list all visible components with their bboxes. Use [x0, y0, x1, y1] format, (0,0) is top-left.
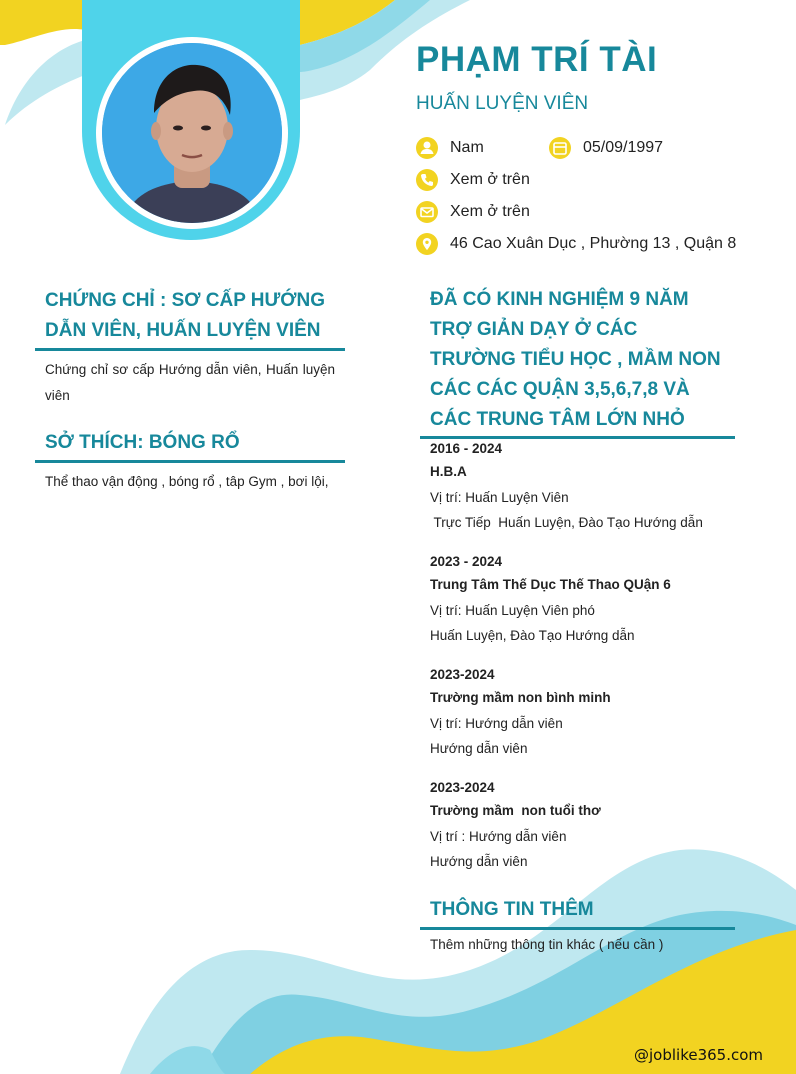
mail-icon — [416, 201, 438, 223]
additional-heading: THÔNG TIN THÊM — [420, 895, 735, 930]
birthdate-value: 05/09/1997 — [583, 139, 664, 156]
hobbies-section — [35, 428, 345, 495]
user-icon — [416, 137, 438, 159]
experience-company: Trường mầm non tuổi thơ — [430, 803, 601, 818]
additional-text: Thêm những thông tin khác ( nếu cần ) — [430, 937, 664, 952]
experience-position: Vị trí: Hướng dẫn viên — [430, 716, 563, 731]
email-value: Xem ở trên — [450, 203, 530, 220]
email-row — [416, 201, 530, 223]
birthdate-row — [549, 137, 663, 159]
experience-item — [430, 777, 730, 874]
certificate-section — [35, 286, 345, 409]
experience-description: Trực Tiếp Huấn Luyện, Đào Tạo Hướng dẫn — [430, 515, 703, 530]
certificate-heading: CHỨNG CHỈ : SƠ CẤP HƯỚNG DẪN VIÊN, HUẤN LUYỆN VIÊN — [35, 286, 345, 351]
experience-period: 2023-2024 — [430, 667, 495, 682]
experience-period: 2023 - 2024 — [430, 554, 503, 569]
experience-item — [430, 438, 730, 535]
certificate-text: Chứng chỉ sơ cấp Hướng dẫn viên, Huấn luyện viên — [45, 362, 335, 403]
experience-period: 2023-2024 — [430, 780, 495, 795]
experience-company: Trung Tâm Thế Dục Thế Thao QUận 6 — [430, 577, 671, 592]
footer-website: @joblike365.com — [634, 1046, 764, 1064]
experience-company: Trường mầm non bình minh — [430, 690, 611, 705]
experience-section — [420, 285, 735, 439]
location-pin-icon — [416, 233, 438, 255]
experience-company: H.B.A — [430, 464, 467, 479]
phone-icon — [416, 169, 438, 191]
candidate-title: HUẤN LUYỆN VIÊN — [416, 93, 589, 114]
candidate-name: PHẠM TRÍ TÀI — [416, 40, 658, 79]
experience-description: Hướng dẫn viên — [430, 741, 528, 756]
experience-description: Huấn Luyện, Đào Tạo Hướng dẫn — [430, 628, 635, 643]
phone-value: Xem ở trên — [450, 171, 530, 188]
experience-position: Vị trí: Huấn Luyện Viên — [430, 490, 569, 505]
calendar-icon — [549, 137, 571, 159]
phone-row — [416, 169, 530, 191]
additional-section — [420, 895, 735, 958]
address-row — [416, 233, 736, 255]
experience-item — [430, 664, 730, 761]
experience-heading: ĐÃ CÓ KINH NGHIỆM 9 NĂM TRỢ GIẢN DẠY Ở CÁC TRƯỜNG TIỂU HỌC , MẦM NON CÁC CÁC QUẬN 3,5,6,7,8 VÀ CÁC TRUNG TÂM LỚN NHỎ — [420, 285, 735, 439]
experience-period: 2016 - 2024 — [430, 441, 503, 456]
experience-position: Vị trí: Huấn Luyện Viên phó — [430, 603, 595, 618]
hobbies-heading: SỞ THÍCH: BÓNG RỔ — [35, 428, 345, 463]
experience-item — [430, 551, 730, 648]
hobbies-text: Thể thao vận động , bóng rổ , tâp Gym , bơi lội, — [45, 474, 329, 489]
gender-value: Nam — [450, 139, 484, 156]
experience-position: Vị trí : Hướng dẫn viên — [430, 829, 567, 844]
experience-description: Hướng dẫn viên — [430, 854, 528, 869]
gender-row — [416, 137, 484, 159]
profile-photo — [102, 43, 282, 223]
address-value: 46 Cao Xuân Dục , Phường 13 , Quận 8 — [450, 235, 737, 252]
